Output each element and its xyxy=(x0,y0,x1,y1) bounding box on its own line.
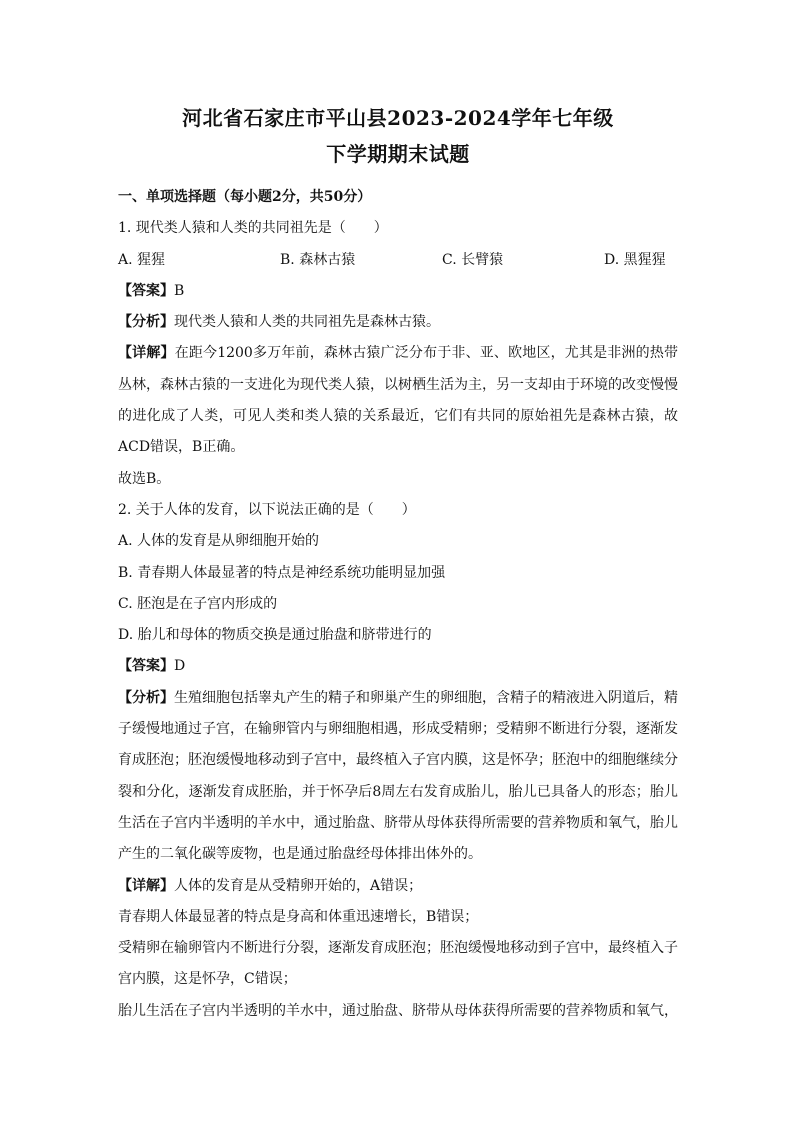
q1-answer-tag: 【答案】 xyxy=(118,282,174,299)
doc-title-line1: 河北省石家庄市平山县2023-2024学年七年级 xyxy=(182,106,614,130)
q1-analysis-tag: 【分析】 xyxy=(118,314,174,331)
q2-option-b: B. 青春期人体最显著的特点是神经系统功能明显加强 xyxy=(118,564,446,581)
q1-stem: 1. 现代类人猿和人类的共同祖先是（ ） xyxy=(118,220,388,237)
section-heading: 一、单项选择题（每小题2分，共50分） xyxy=(118,189,372,205)
doc-title-line2: 下学期期末试题 xyxy=(326,142,470,166)
q1-detail-tag: 【详解】 xyxy=(118,345,175,362)
q2-detail-tag: 【详解】 xyxy=(118,877,174,894)
q1-option-a: A. 猩猩 xyxy=(118,251,166,268)
q1-analysis-text: 现代类人猿和人类的共同祖先是森林古猿。 xyxy=(174,314,440,331)
q2-detail-1 xyxy=(118,871,678,902)
q2-detail-4: 胎儿生活在子宫内半透明的羊水中，通过胎盘、脐带从母体获得所需要的营养物质和氧气， xyxy=(118,1002,678,1019)
q1-option-c: C. 长臂猿 xyxy=(442,251,504,268)
q1-choose: 故选B。 xyxy=(118,470,171,487)
q2-analysis-tag: 【分析】 xyxy=(118,689,174,706)
document-page xyxy=(118,100,678,1027)
q2-detail-3: 受精卵在输卵管内不断进行分裂，逐渐发育成胚泡；胚泡缓慢地移动到子宫中，最终植入子宫内膜，这是怀孕，C错误； xyxy=(118,940,678,988)
q2-answer xyxy=(118,651,678,682)
q1-option-b: B. 森林古猿 xyxy=(280,251,356,268)
q2-option-c: C. 胚泡是在子宫内形成的 xyxy=(118,595,278,612)
q1-answer-value: B xyxy=(174,282,185,299)
q1-answer xyxy=(118,276,678,307)
q2-detail-2: 青春期人体最显著的特点是身高和体重迅速增长，B错误； xyxy=(118,908,479,925)
q1-detail xyxy=(118,338,678,463)
q2-analysis-text: 生殖细胞包括睾丸产生的精子和卵巢产生的卵细胞，含精子的精液进入阴道后，精子缓慢地通过子宫，在输卵管内与卵细胞相遇，形成受精卵；受精卵不断进行分裂，逐渐发育成胚泡；胚泡缓慢地移动到子宫中，最终植入子宫内膜，这是怀孕；胚泡中的细胞继续分裂和分化，逐渐发育成胚胎，并于怀孕后8周左右发育成胎儿，胎儿已具备人的形态；胎儿生活在子宫内半透明的羊水中，通过胎盘、脐带从母体获得所需要的营养物质和氧气，胎儿产生的二氧化碳等废物，也是通过胎盘经母体排出体外的。 xyxy=(118,689,678,863)
q1-options xyxy=(118,245,678,276)
q2-option-a: A. 人体的发育是从卵细胞开始的 xyxy=(118,533,320,550)
q2-answer-value: D xyxy=(174,658,186,675)
q2-answer-tag: 【答案】 xyxy=(118,658,174,675)
q1-detail-text: 在距今1200多万年前，森林古猿广泛分布于非、亚、欧地区，尤其是非洲的热带丛林，森林古猿的一支进化为现代类人猿，以树栖生活为主，另一支却由于环境的改变慢慢的进化成了人类，可见人类和类人猿的关系最近，它们有共同的原始祖先是森林古猿，故ACD错误，B正确。 xyxy=(118,345,678,456)
q1-option-d: D. 黑猩猩 xyxy=(604,251,666,268)
q1-analysis xyxy=(118,307,678,338)
q2-stem: 2. 关于人体的发育，以下说法正确的是（ ） xyxy=(118,501,416,518)
q2-detail-1-text: 人体的发育是从受精卵开始的，A错误； xyxy=(174,877,423,894)
q2-option-d: D. 胎儿和母体的物质交换是通过胎盘和脐带进行的 xyxy=(118,627,432,644)
q2-analysis xyxy=(118,683,678,871)
